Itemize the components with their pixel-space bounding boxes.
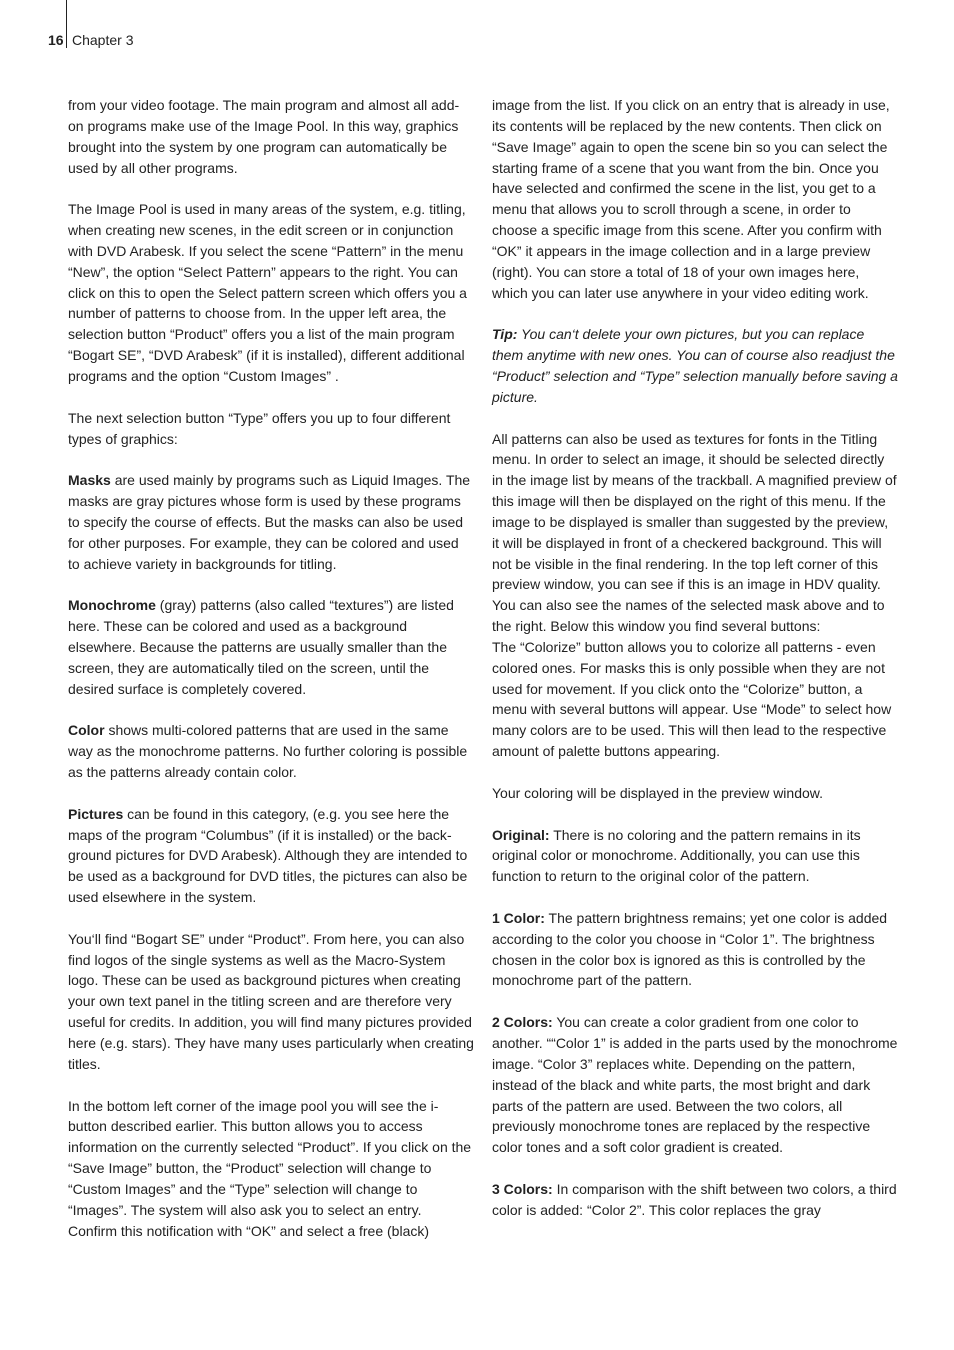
left-column <box>68 95 474 1262</box>
term-2-colors: 2 Colors: <box>492 1014 553 1031</box>
paragraph-2-colors <box>492 1012 898 1158</box>
paragraph <box>68 95 474 178</box>
paragraph: The “Colorize” button allows you to colorize all patterns - even colored ones. For masks this is only possible when they are not used for movement. If you click onto the “Colorize” button, a menu with several buttons will appear. Use “Mode” to select how many colors are to be used. This will then lead to the respective amount of palette buttons appearing. <box>492 638 892 760</box>
chapter-label: Chapter 3 <box>72 32 134 48</box>
term-color: Color <box>68 722 105 739</box>
term-masks: Masks <box>68 472 111 489</box>
paragraph <box>68 1096 474 1242</box>
tip-text: You can‘t delete your own pictures, but you can replace them anytime with new ones. You can of course also readjust the “Product” selection and “Type” selection manually before saving a picture. <box>492 326 898 405</box>
paragraph-monochrome <box>68 595 474 699</box>
term-original: Original: <box>492 826 550 843</box>
paragraph-text: In the bottom left corner of the image pool you will see the i-button described earlier. This button allows you to access information on the currently selected “Product”. If you click on the “Save Image” button, the “Product” selection will change to “Custom Images” and the “Type” selection will change to “Images”. The system will also ask you to select an entry. Confirm this notification with “OK” and select a free (black) <box>68 1097 472 1239</box>
term-3-colors: 3 Colors: <box>492 1180 553 1197</box>
term-monochrome: Monochrome <box>68 597 156 614</box>
paragraph-3-colors <box>492 1179 898 1221</box>
paragraph: All patterns can also be used as textures for fonts in the Titling menu. In order to select an image, it should be selected directly in the image list by means of the trackball. A magnified preview of this image will then be displayed on the right of this menu. If the image to be displayed is smaller than suggested by the preview, it will be displayed in front of a checkered background. This will not be visible in the final rendering. In the top left corner of this preview window, you can see if this is an image in HDV quality. You can also see the names of the selected mask above and to the right. Below this window you find several buttons: <box>492 430 897 635</box>
paragraph-text: There is no coloring and the pattern remains in its original color or monochrome. Additionally, you can use this function to return to the original color of the pattern. <box>492 826 861 885</box>
page-number: 16 <box>48 32 64 48</box>
paragraph-masks <box>68 470 474 574</box>
term-pictures: Pictures <box>68 805 124 822</box>
paragraph-text: are used mainly by programs such as Liquid Images. The masks are gray pictures whose form is used by these programs to specify the course of effects. But the masks can also be used for other purposes. For example, they can be colored and used to achieve variety in backgrounds for titling. <box>68 472 471 572</box>
right-column <box>492 95 898 1241</box>
term-1-color: 1 Color: <box>492 909 545 926</box>
paragraph-original <box>492 825 898 888</box>
paragraph-text: You‘ll find “Bogart SE” under “Product”. From here, you can also find logos of the single systems as well as the Macro-System logo. These can be used as background pictures when creating your own text panel in the titling screen and are therefore very useful for credits. In addition, you will find many pictures provided here (e.g. stars). They have many uses particularly when creating titles. <box>68 930 474 1072</box>
header-rule <box>66 0 67 48</box>
paragraph-pictures <box>68 804 474 908</box>
paragraph-text: The Image Pool is used in many areas of the system, e.g. titling, when creating new scenes, in the edit screen or in conjunction with DVD Arabesk. If you select the scene “Pattern” in the menu “New”, the option “Select Pattern” appears to the right. You can click on this to open the Select pattern screen which offers you a number of patterns to choose from. In the upper left area, the selection button “Product” offers you a list of the main program “Bogart SE”, “DVD Arabesk” (if it is installed), different additional programs and the option “Custom Images” . <box>68 201 467 384</box>
tip-paragraph <box>492 324 898 407</box>
paragraph-text: from your video footage. The main program and almost all add-on programs make use of the Image Pool. In this way, graphics brought into the system by one program can automatically be used by all other programs. <box>68 97 460 176</box>
paragraph-text: In comparison with the shift between two colors, a third color is added: “Color 2”. This color replaces the gray <box>492 1180 897 1218</box>
paragraph-text: shows multi-colored patterns that are used in the same way as the monochrome patterns. No further coloring is possible as the patterns already contain color. <box>68 722 468 780</box>
paragraph: Your coloring will be displayed in the preview window. <box>492 784 824 801</box>
paragraph <box>68 408 474 450</box>
paragraph: image from the list. If you click on an entry that is already in use, its contents will be replaced by the new contents. Then click on “Save Image” again to open the scene bin so you can select the starting frame of a scene that you want from the bin. Once you have selected and confirmed the scene in the list, you get to a menu that allows you to scroll through a scene, in order to choose a specific image from this scene. After you confirm with “OK” it appears in the image collection and in a large preview (right). You can store a total of 18 of your own images here, which you can later use anywhere in your video editing work. <box>492 97 890 301</box>
paragraph-text: can be found in this category, (e.g. you see here the maps of the program “Columbus” (if it is installed) or the background pictures for DVD Arabesk). Although they are intended to be used as a background for DVD titles, the pictures can also be used elsewhere in the system. <box>68 805 468 906</box>
paragraph-color <box>68 720 474 783</box>
paragraph-text: You can create a color gradient from one color to another. ““Color 1” is added in the parts used by the monochrome image. “Color 3” replaces white. Depending on the pattern, instead of the black and white parts, the most bright and dark parts of the pattern are used. Between the two colors, all previously monochrome tones are replaced by the respective color tones and a soft color gradient is created. <box>492 1014 898 1156</box>
paragraph-text: (gray) patterns (also called “textures”) are listed here. These can be colored and used as a background elsewhere. Because the patterns are usually smaller than the screen, they are automatically tiled on the screen, until the desired surface is completely covered. <box>68 597 454 697</box>
paragraph <box>68 929 474 1075</box>
paragraph <box>68 199 474 387</box>
paragraph-text: The pattern brightness remains; yet one color is added according to the color you choose in “Color 1”. The brightness chosen in the color box is ignored as this is controlled by the monochrome part of the pattern. <box>492 909 888 989</box>
paragraph-text: The next selection button “Type” offers you up to four different types of graphics: <box>68 409 451 447</box>
paragraph-1-color <box>492 908 898 991</box>
tip-label: Tip: <box>492 326 518 343</box>
